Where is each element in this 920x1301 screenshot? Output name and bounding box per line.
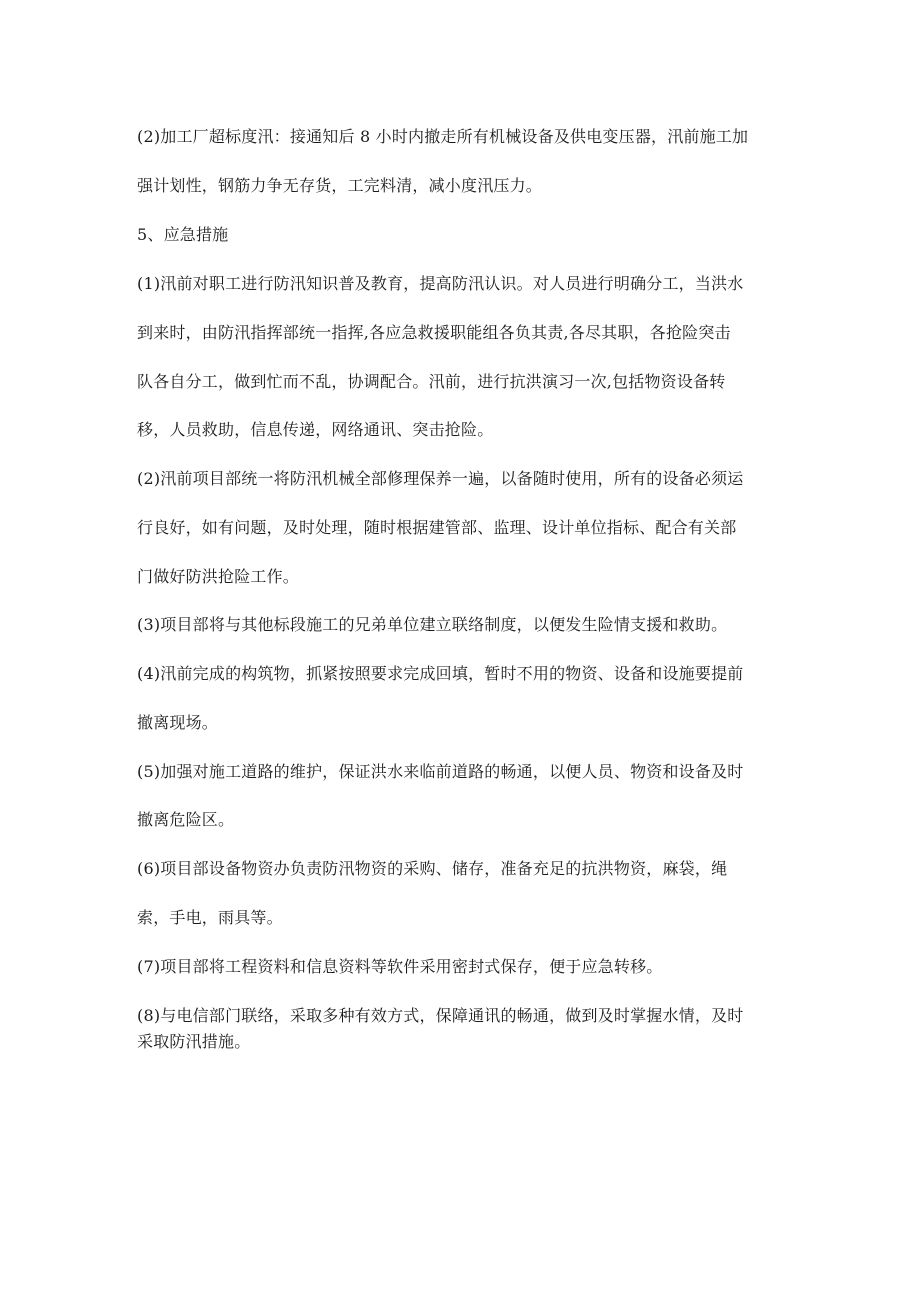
text-line: (2)加工厂超标度汛：接通知后 8 小时内撤走所有机械设备及供电变压器，汛前施工加 <box>137 127 749 146</box>
text-line: (6)项目部设备物资办负责防汛物资的采购、储存，准备充足的抗洪物资，麻袋，绳 <box>137 859 728 878</box>
text-line: 强计划性，钢筋力争无存货，工完料清，减小度汛压力。 <box>137 176 543 195</box>
text-line: (2)汛前项目部统一将防汛机械全部修理保养一遍，以备随时使用，所有的设备必须运 <box>137 469 744 488</box>
text-line: 撤离危险区。 <box>137 810 235 829</box>
text-line: (8)与电信部门联络，采取多种有效方式，保障通讯的畅通，做到及时掌握水情，及时 <box>137 1006 744 1025</box>
section-heading: 5、应急措施 <box>137 225 229 244</box>
text-line: 门做好防洪抢险工作。 <box>137 567 300 586</box>
text-line: 到来时，由防汛指挥部统一指挥,各应急救援职能组各负其责,各尽其职，各抢险突击 <box>137 323 731 342</box>
text-line: 队各自分工，做到忙而不乱，协调配合。汛前，进行抗洪演习一次,包括物资设备转 <box>137 372 726 391</box>
text-line: (4)汛前完成的构筑物，抓紧按照要求完成回填，暂时不用的物资、设备和设施要提前 <box>137 664 744 683</box>
text-line: (1)汛前对职工进行防汛知识普及教育，提高防汛认识。对人员进行明确分工，当洪水 <box>137 274 744 293</box>
text-line: (5)加强对施工道路的维护，保证洪水来临前道路的畅通，以便人员、物资和设备及时 <box>137 762 744 781</box>
text-line: (3)项目部将与其他标段施工的兄弟单位建立联络制度，以便发生险情支援和救助。 <box>137 615 728 634</box>
text-line: 行良好，如有问题，及时处理，随时根据建管部、监理、设计单位指标、配合有关部 <box>137 518 737 537</box>
text-line: 索，手电，雨具等。 <box>137 908 283 927</box>
text-line: 采取防汛措施。 <box>137 1032 251 1051</box>
text-line: 撤离现场。 <box>137 713 219 732</box>
text-line: (7)项目部将工程资料和信息资料等软件采用密封式保存，便于应急转移。 <box>137 957 663 976</box>
text-line: 移，人员救助，信息传递，网络通讯、突击抢险。 <box>137 420 494 439</box>
